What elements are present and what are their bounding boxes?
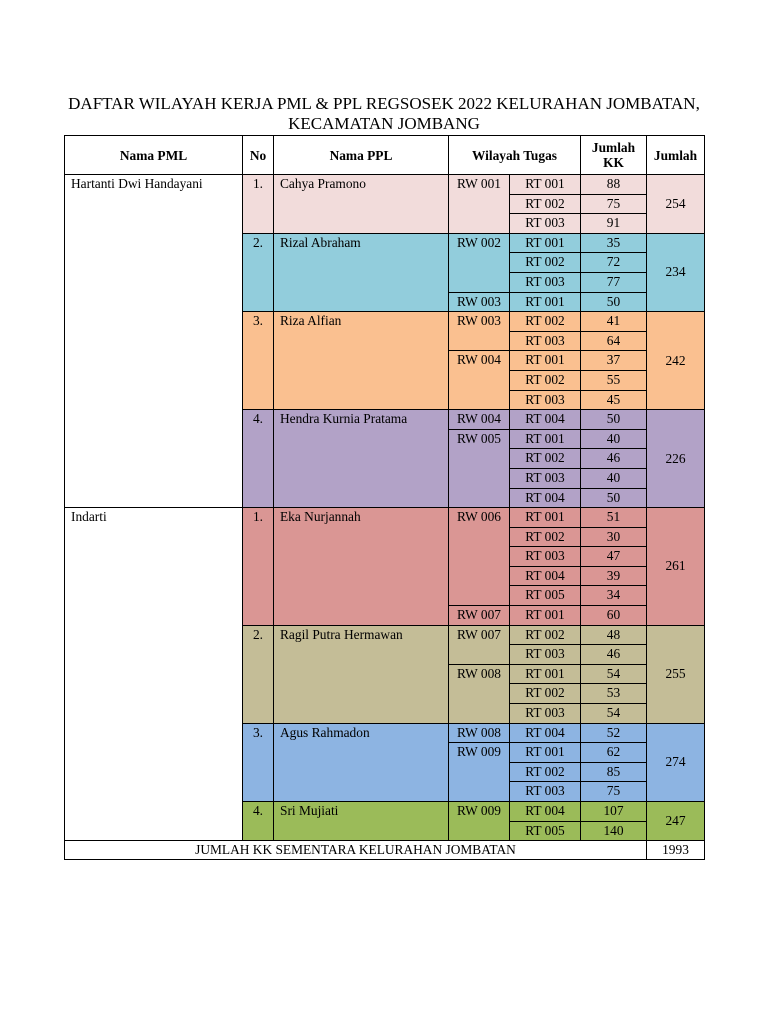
kk-count: 53 <box>581 684 647 704</box>
rt-cell: RT 003 <box>510 547 581 567</box>
ppl-number: 2. <box>243 233 274 311</box>
kk-count: 37 <box>581 351 647 371</box>
rt-cell: RT 003 <box>510 272 581 292</box>
rw-cell: RW 004 <box>449 351 510 410</box>
ppl-number: 2. <box>243 625 274 723</box>
pml-name: Hartanti Dwi Handayani <box>65 175 243 508</box>
header-jumlah-kk: Jumlah KK <box>581 136 647 175</box>
kk-count: 45 <box>581 390 647 410</box>
kk-count: 91 <box>581 214 647 234</box>
header-jumlah: Jumlah <box>647 136 705 175</box>
ppl-number: 4. <box>243 802 274 841</box>
rt-cell: RT 003 <box>510 645 581 665</box>
ppl-total: 254 <box>647 175 705 234</box>
header-wilayah-tugas: Wilayah Tugas <box>449 136 581 175</box>
table-body <box>65 175 705 841</box>
rt-cell: RT 002 <box>510 684 581 704</box>
ppl-name: Agus Rahmadon <box>274 723 449 801</box>
footer-total: 1993 <box>647 841 705 860</box>
header-no: No <box>243 136 274 175</box>
ppl-number: 1. <box>243 175 274 234</box>
rt-cell: RT 001 <box>510 508 581 528</box>
rt-cell: RT 003 <box>510 214 581 234</box>
ppl-total: 226 <box>647 410 705 508</box>
rw-cell: RW 007 <box>449 625 510 664</box>
ppl-name: Sri Mujiati <box>274 802 449 841</box>
kk-count: 55 <box>581 370 647 390</box>
kk-count: 48 <box>581 625 647 645</box>
rt-cell: RT 001 <box>510 664 581 684</box>
assignment-table <box>64 135 705 860</box>
rt-cell: RT 001 <box>510 175 581 195</box>
rt-cell: RT 002 <box>510 312 581 332</box>
rt-cell: RT 002 <box>510 762 581 782</box>
header-nama-ppl: Nama PPL <box>274 136 449 175</box>
rt-cell: RT 004 <box>510 723 581 743</box>
kk-count: 41 <box>581 312 647 332</box>
kk-count: 75 <box>581 194 647 214</box>
ppl-name: Riza Alfian <box>274 312 449 410</box>
ppl-number: 1. <box>243 508 274 626</box>
ppl-name: Ragil Putra Hermawan <box>274 625 449 723</box>
rt-cell: RT 002 <box>510 527 581 547</box>
kk-count: 47 <box>581 547 647 567</box>
rw-cell: RW 006 <box>449 508 510 606</box>
rt-cell: RT 002 <box>510 449 581 469</box>
kk-count: 46 <box>581 645 647 665</box>
kk-count: 54 <box>581 704 647 724</box>
header-nama-pml: Nama PML <box>65 136 243 175</box>
table-row <box>65 508 705 528</box>
header-row <box>65 136 705 175</box>
rt-cell: RT 001 <box>510 743 581 763</box>
rw-cell: RW 008 <box>449 723 510 743</box>
rw-cell: RW 009 <box>449 802 510 841</box>
kk-count: 107 <box>581 802 647 822</box>
rw-cell: RW 002 <box>449 233 510 292</box>
rw-cell: RW 003 <box>449 292 510 312</box>
rt-cell: RT 005 <box>510 586 581 606</box>
rw-cell: RW 007 <box>449 606 510 626</box>
kk-count: 51 <box>581 508 647 528</box>
ppl-name: Eka Nurjannah <box>274 508 449 626</box>
kk-count: 40 <box>581 468 647 488</box>
kk-count: 39 <box>581 566 647 586</box>
kk-count: 62 <box>581 743 647 763</box>
ppl-number: 3. <box>243 312 274 410</box>
rt-cell: RT 003 <box>510 331 581 351</box>
rw-cell: RW 009 <box>449 743 510 802</box>
table-row <box>65 175 705 195</box>
rt-cell: RT 001 <box>510 233 581 253</box>
kk-count: 88 <box>581 175 647 195</box>
rt-cell: RT 003 <box>510 782 581 802</box>
rt-cell: RT 005 <box>510 821 581 841</box>
rt-cell: RT 004 <box>510 488 581 508</box>
rt-cell: RT 002 <box>510 625 581 645</box>
rt-cell: RT 002 <box>510 253 581 273</box>
ppl-total: 242 <box>647 312 705 410</box>
ppl-total: 255 <box>647 625 705 723</box>
rt-cell: RT 001 <box>510 429 581 449</box>
kk-count: 35 <box>581 233 647 253</box>
rt-cell: RT 003 <box>510 468 581 488</box>
document-title: DAFTAR WILAYAH KERJA PML & PPL REGSOSEK 2022 KELURAHAN JOMBATAN, KECAMATAN JOMBANG <box>68 94 700 133</box>
kk-count: 72 <box>581 253 647 273</box>
kk-count: 34 <box>581 586 647 606</box>
kk-count: 140 <box>581 821 647 841</box>
ppl-number: 3. <box>243 723 274 801</box>
pml-name: Indarti <box>65 508 243 841</box>
rt-cell: RT 002 <box>510 194 581 214</box>
ppl-total: 247 <box>647 802 705 841</box>
kk-count: 60 <box>581 606 647 626</box>
kk-count: 50 <box>581 292 647 312</box>
rt-cell: RT 004 <box>510 566 581 586</box>
footer-label: JUMLAH KK SEMENTARA KELURAHAN JOMBATAN <box>65 841 647 860</box>
ppl-name: Rizal Abraham <box>274 233 449 311</box>
ppl-total: 261 <box>647 508 705 626</box>
kk-count: 40 <box>581 429 647 449</box>
rt-cell: RT 001 <box>510 351 581 371</box>
rt-cell: RT 003 <box>510 390 581 410</box>
rt-cell: RT 001 <box>510 292 581 312</box>
rt-cell: RT 001 <box>510 606 581 626</box>
rw-cell: RW 001 <box>449 175 510 234</box>
footer-row <box>65 841 705 860</box>
kk-count: 54 <box>581 664 647 684</box>
kk-count: 46 <box>581 449 647 469</box>
rt-cell: RT 004 <box>510 802 581 822</box>
ppl-total: 234 <box>647 233 705 311</box>
rw-cell: RW 008 <box>449 664 510 723</box>
ppl-name: Cahya Pramono <box>274 175 449 234</box>
kk-count: 50 <box>581 488 647 508</box>
kk-count: 77 <box>581 272 647 292</box>
rw-cell: RW 004 <box>449 410 510 430</box>
ppl-number: 4. <box>243 410 274 508</box>
rw-cell: RW 003 <box>449 312 510 351</box>
kk-count: 50 <box>581 410 647 430</box>
rt-cell: RT 003 <box>510 704 581 724</box>
kk-count: 85 <box>581 762 647 782</box>
ppl-total: 274 <box>647 723 705 801</box>
kk-count: 30 <box>581 527 647 547</box>
rt-cell: RT 004 <box>510 410 581 430</box>
ppl-name: Hendra Kurnia Pratama <box>274 410 449 508</box>
kk-count: 52 <box>581 723 647 743</box>
rw-cell: RW 005 <box>449 429 510 507</box>
kk-count: 75 <box>581 782 647 802</box>
kk-count: 64 <box>581 331 647 351</box>
rt-cell: RT 002 <box>510 370 581 390</box>
